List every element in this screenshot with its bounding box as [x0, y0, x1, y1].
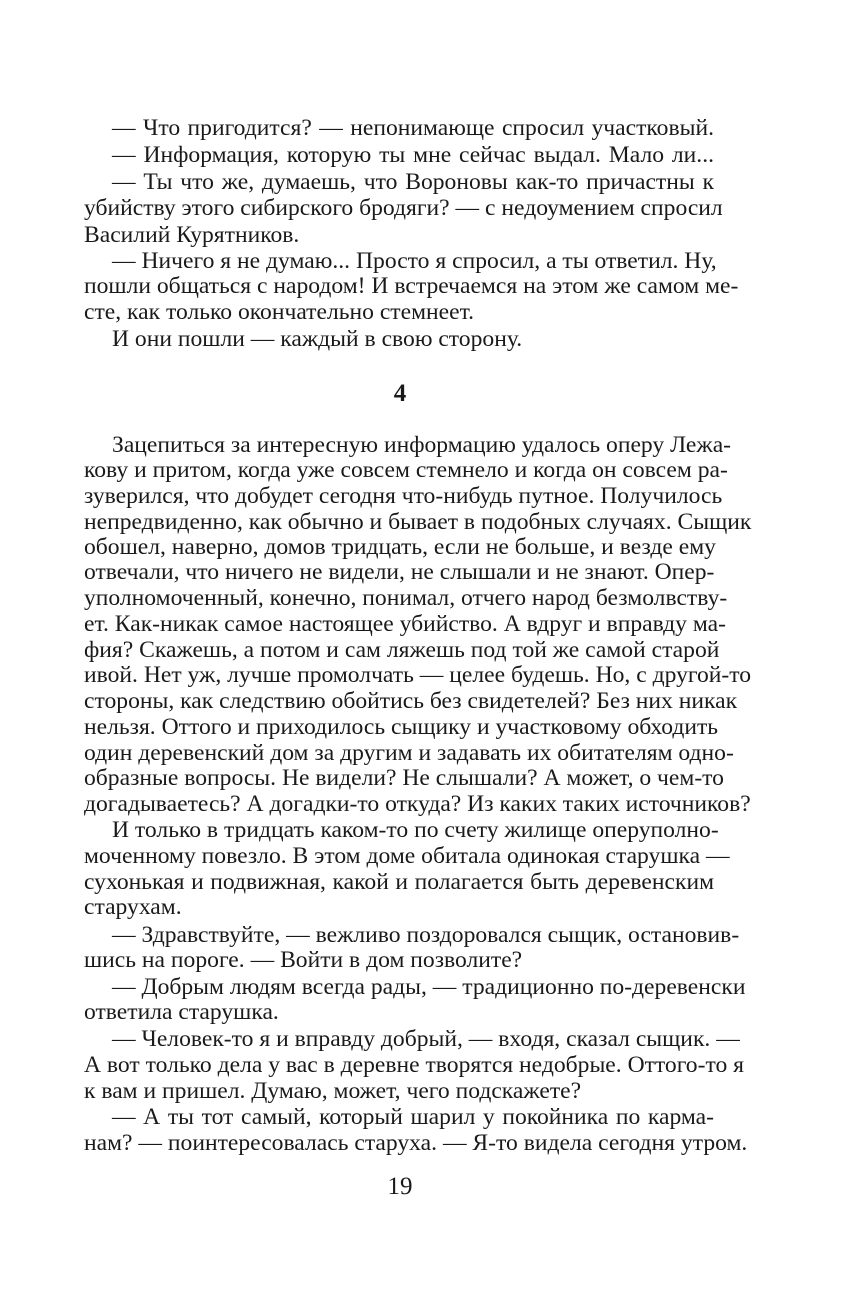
text-line: старухам.: [84, 894, 182, 920]
text-line: И только в тридцать каком-то по счету жилище оперуполно-: [112, 817, 719, 843]
text-line: ответила старушка.: [84, 999, 279, 1025]
text-line: фия? Скажешь, а потом и сам ляжешь под той же самой старой: [84, 637, 720, 663]
text-line: зуверился, что добудет сегодня что-нибудь путное. Получилось: [84, 483, 723, 509]
text-line: — А ты тот самый, который шарил у покойника по карма-: [112, 1104, 714, 1130]
text-line: А вот только дела у вас в деревне творятся недобрые. Оттого-то я: [84, 1052, 745, 1078]
page-number: 19: [387, 1173, 413, 1200]
text-line: догадываетесь? А догадки-то откуда? Из каких таких источников?: [84, 791, 751, 817]
text-line: ет. Как-никак самое настоящее убийство. А вдруг и вправду ма-: [84, 611, 726, 637]
text-line: Зацепиться за интересную информацию удалось оперу Лежа-: [112, 432, 732, 458]
text-line: обошел, наверно, домов тридцать, если не больше, и везде ему: [84, 534, 716, 560]
text-line: пошли общаться с народом! И встречаемся на этом же самом ме-: [84, 273, 739, 299]
text-line: — Человек-то я и вправду добрый, — входя, сказал сыщик. —: [112, 1026, 740, 1052]
chapter-heading: 4: [393, 380, 407, 407]
text-line: — Здравствуйте, — вежливо поздоровался сыщик, остановив-: [112, 922, 740, 948]
text-line: шись на пороге. — Войти в дом позволите?: [84, 947, 523, 973]
text-line: И они пошли — каждый в свою сторону.: [112, 326, 523, 352]
text-line: убийству этого сибирского бродяги? — с недоумением спросил: [84, 195, 723, 221]
text-line: — Что пригодится? — непонимающе спросил участковый.: [112, 115, 714, 141]
text-line: уполномоченный, конечно, понимал, отчего народ безмолвству-: [84, 585, 728, 611]
text-line: нельзя. Оттого и приходилось сыщику и участковому обходить: [84, 714, 719, 740]
text-line: ивой. Нет уж, лучше промолчать — целее будешь. Но, с другой-то: [84, 662, 752, 688]
text-line: моченному повезло. В этом доме обитала одинокая старушка —: [84, 843, 730, 869]
text-line: стороны, как следствию обойтись без свидетелей? Без них никак: [84, 688, 738, 714]
text-line: непредвиденно, как обычно и бывает в подобных случаях. Сыщик: [84, 509, 752, 535]
text-line: отвечали, что ничего не видели, не слышали и не знают. Опер-: [84, 559, 715, 585]
text-line: к вам и пришел. Думаю, может, чего подскажете?: [84, 1078, 582, 1104]
text-line: сухонькая и подвижная, какой и полагается быть деревенским: [84, 869, 714, 895]
text-line: — Ничего я не думаю... Просто я спросил, а ты ответил. Ну,: [112, 248, 717, 274]
text-line: — Информация, которую ты мне сейчас выдал. Мало ли...: [112, 142, 714, 168]
text-line: один деревенский дом за другим и задавать их обитателям одно-: [84, 740, 734, 766]
text-line: — Ты что же, думаешь, что Вороновы как-то причастны к: [112, 169, 714, 195]
text-line: сте, как только окончательно стемнеет.: [84, 299, 475, 325]
text-line: нам? — поинтересовалась старуха. — Я-то видела сегодня утром.: [84, 1130, 748, 1156]
text-line: — Добрым людям всегда рады, — традиционно по-деревенски: [112, 974, 746, 1000]
text-line: Василий Курятников.: [84, 222, 300, 248]
text-line: кову и притом, когда уже совсем стемнело и когда он совсем ра-: [84, 457, 728, 483]
text-line: образные вопросы. Не видели? Не слышали? А может, о чем-то: [84, 765, 724, 791]
